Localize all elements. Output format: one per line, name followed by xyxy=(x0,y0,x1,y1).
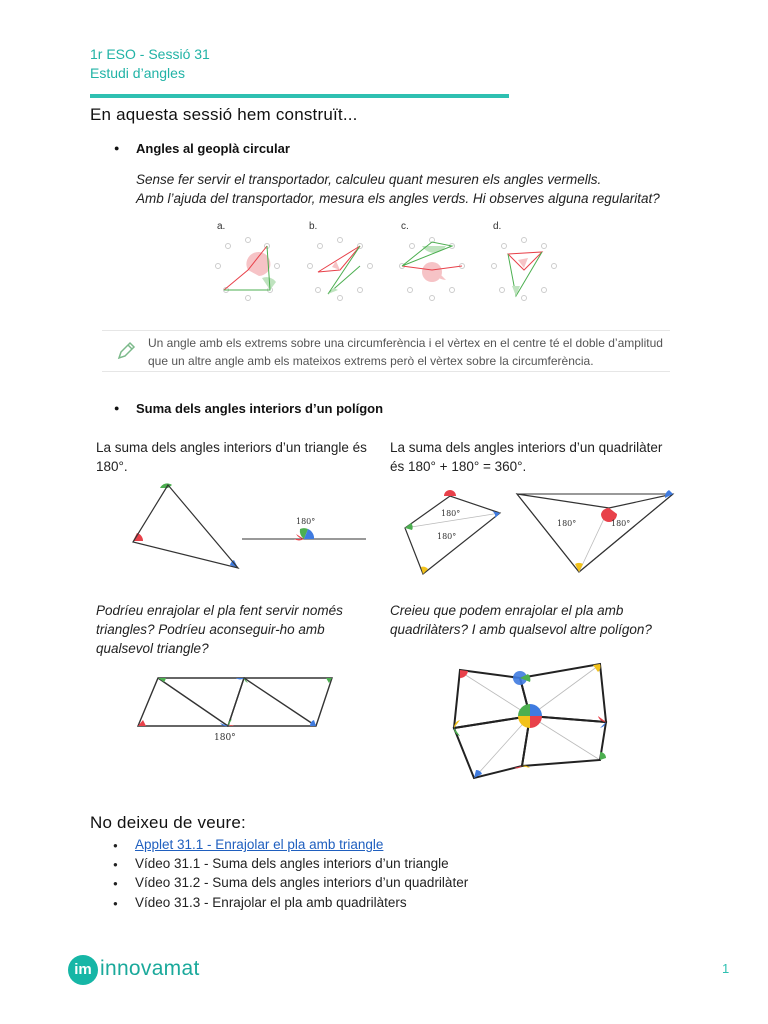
page-number: 1 xyxy=(722,961,730,976)
note-line-2: que un altre angle amb els mateixos extrems però el vèrtex sobre la circumferència. xyxy=(148,354,594,368)
degree-label-quad-2: 180° xyxy=(437,532,457,541)
quad-sum-line-2: és 180° + 180° = 360°. xyxy=(390,459,527,474)
degree-label-tiling: 180° xyxy=(214,733,236,743)
triangle-sum-line-2: 180°. xyxy=(96,459,128,474)
degree-label-quad-4: 180° xyxy=(611,519,631,528)
note-box xyxy=(102,330,670,372)
applet-link[interactable]: Applet 31.1 - Enrajolar el pla amb triangle xyxy=(135,837,384,852)
quad-sum-line-1: La suma dels angles interiors d’un quadrilàter xyxy=(390,440,663,455)
logo-text: innovamat xyxy=(100,957,200,980)
figure-label-a: a. xyxy=(217,221,226,232)
question-triangles-line-1: Podríeu enrajolar el pla fent servir només xyxy=(96,603,343,618)
question-quads-line-1: Creieu que podem enrajolar el pla amb xyxy=(390,603,624,618)
see-also-list xyxy=(113,835,468,912)
triangle-sum-line-1: La suma dels angles interiors d’un triangle és xyxy=(96,440,367,455)
course-label: 1r ESO - Sessió 31 xyxy=(90,46,210,62)
instruction-line-1: Sense fer servir el transportador, calculeu quant mesuren els angles vermells. xyxy=(136,172,602,187)
question-quads-line-2: quadrilàters? I amb qualsevol altre polígon? xyxy=(390,622,652,637)
degree-label-triangle: 180° xyxy=(296,517,316,526)
header-rule xyxy=(90,94,509,98)
pencil-icon xyxy=(116,341,136,361)
list-item: ● Vídeo 31.2 - Suma dels angles interiors d’un quadrilàter xyxy=(113,873,468,892)
figure-label-c: c. xyxy=(401,221,409,232)
figure-label-d: d. xyxy=(493,221,502,232)
list-item[interactable] xyxy=(113,835,468,854)
page-title: En aquesta sessió hem construït... xyxy=(90,105,358,124)
see-also-heading: No deixeu de veure: xyxy=(90,813,246,832)
section-heading-polygon-angles: ● Suma dels angles interiors d’un polígon xyxy=(136,401,383,416)
question-triangles-line-3: qualsevol triangle? xyxy=(96,641,209,656)
figure-label-b: b. xyxy=(309,221,318,232)
session-topic: Estudi d’angles xyxy=(90,65,185,81)
list-item: ● Vídeo 31.3 - Enrajolar el pla amb quadrilàters xyxy=(113,893,468,912)
note-text xyxy=(148,334,663,370)
note-line-1: Un angle amb els extrems sobre una circumferència i el vèrtex en el centre té el doble d’amplitud xyxy=(148,336,663,350)
triangle-tiling-figure xyxy=(130,668,345,748)
geoboard-figures xyxy=(210,232,570,312)
degree-label-quad-1: 180° xyxy=(441,509,461,518)
question-triangles-line-2: triangles? Podríeu aconseguir-ho amb xyxy=(96,622,325,637)
quadrilateral-figure xyxy=(395,488,680,580)
triangle-figure xyxy=(120,478,370,578)
instruction-line-2: Amb l’ajuda del transportador, mesura els angles verds. Hi observes alguna regularitat? xyxy=(136,191,660,206)
section-heading-circular-geoboard: ● Angles al geoplà circular xyxy=(136,141,290,156)
degree-label-quad-3: 180° xyxy=(557,519,577,528)
list-item: ● Vídeo 31.1 - Suma dels angles interiors d’un triangle xyxy=(113,854,468,873)
quadrilateral-tiling-figure xyxy=(440,656,620,786)
logo-mark: im xyxy=(68,955,98,985)
